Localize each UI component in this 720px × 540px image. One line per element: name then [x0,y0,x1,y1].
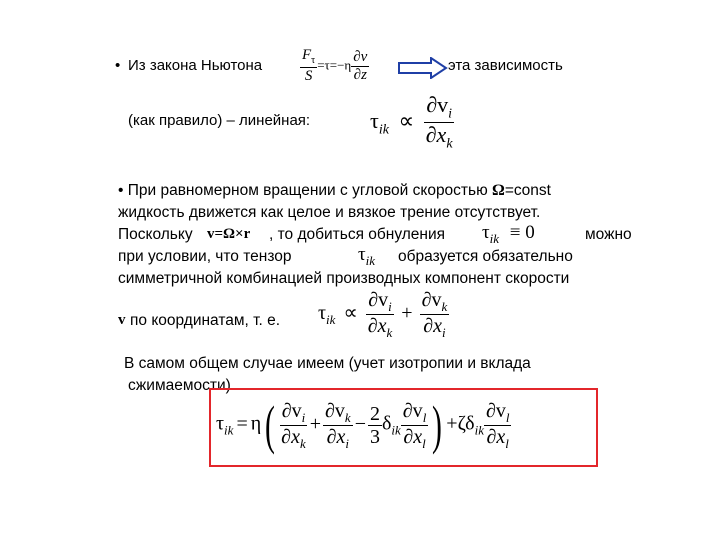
newton-formula: $\frac{F_\tau}{S}$ =τ=−η $\frac{\partial v}{\partial z}$ [302,47,368,84]
paragraph-line-4a: при условии, что тензор [118,248,292,265]
right-arrow-icon [398,57,448,79]
general-case-line-1: В самом общем случае имеем (учет изотропии и вклада [124,355,531,372]
tau-proportional-formula: $\tau_{ik}$ ∝ $\frac{\partial v_i}{\partial x_k}$ [370,92,453,152]
velocity-bold-symbol: v [118,312,126,328]
paragraph-line-3c: можно [585,226,632,243]
paragraph-line-6: по координатам, т. е. [130,312,281,329]
tau-zero-formula: $\tau_{ik} \equiv 0$ [482,222,535,246]
paragraph-line-5: симметричной комбинацией производных компонент скорости [118,270,570,287]
velocity-rotation-formula: v=Ω×r [207,226,251,242]
bullet: • [115,57,121,74]
general-viscous-stress-formula: $\tau_{ik} = \eta$( $\frac{\partial v_i}{\partial x_k}$ + $\frac{\partial v_k}{\partial x_i}$ − $\frac{2}{3}$ $\delta_{ik}$ $\frac{\partial v_l}{\partial x_l}$ ) $+\zeta\delta_{ik}$ $\frac{\partial v_l}{\partial x_l}$ [216,395,510,455]
paragraph-line-3b: , то добиться обнуления [269,226,446,243]
dependency-text: эта зависимость [448,57,563,74]
paragraph-line-3a: Поскольку [118,226,193,243]
paragraph-line-4b: образуется обязательно [398,248,573,265]
symmetric-derivative-formula: $\tau_{ik}$ ∝ $\frac{\partial v_i}{\partial x_k}$ + $\frac{\partial v_k}{\partial x_i}$ [318,289,448,340]
tau-tensor-symbol: $\tau_{ik}$ [358,244,376,268]
general-case-line-2: сжимаемости) [128,377,231,394]
newton-law-text: Из закона Ньютона [128,57,263,74]
paragraph-line-1: • При равномерном вращении с угловой скоростью Ω=const [118,182,551,199]
linear-text: (как правило) – линейная: [128,112,311,129]
paragraph-line-2: жидкость движется как целое и вязкое трение отсутствует. [118,204,541,221]
